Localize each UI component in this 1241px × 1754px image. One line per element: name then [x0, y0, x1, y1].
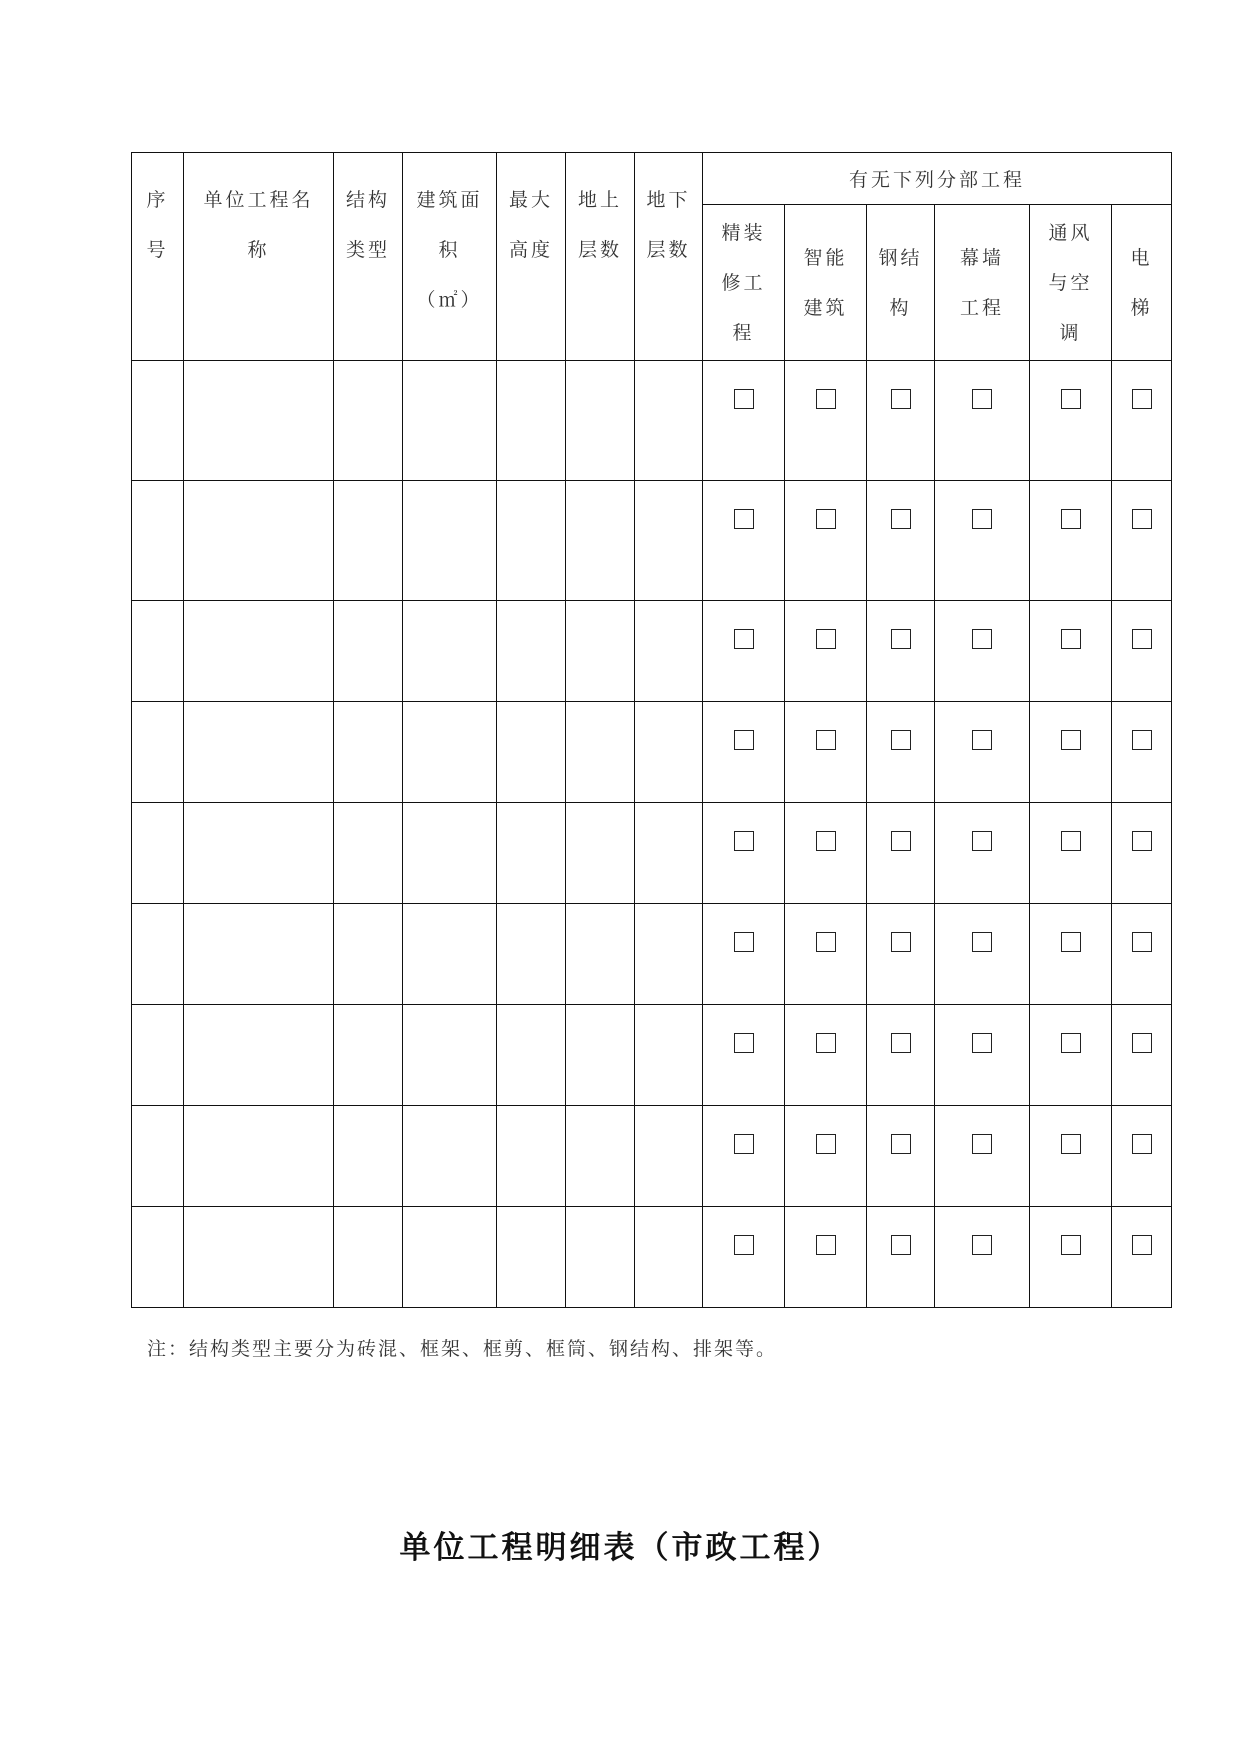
checkbox-intelligent[interactable] — [816, 831, 836, 851]
checkbox-curtain_wall[interactable] — [972, 1235, 992, 1255]
checkbox-elevator[interactable] — [1132, 1033, 1152, 1053]
cell-steel — [867, 601, 935, 702]
header-building-area: 建筑面积（㎡） — [403, 153, 497, 361]
cell-area[interactable] — [403, 481, 497, 601]
cell-name[interactable] — [184, 481, 334, 601]
unit-project-table — [131, 152, 1172, 1308]
cell-intelligent — [785, 361, 867, 481]
cell-intelligent — [785, 601, 867, 702]
checkbox-curtain_wall[interactable] — [972, 831, 992, 851]
checkbox-elevator[interactable] — [1132, 1235, 1152, 1255]
checkbox-hvac[interactable] — [1061, 932, 1081, 952]
cell-name[interactable] — [184, 904, 334, 1005]
cell-intelligent — [785, 1005, 867, 1106]
checkbox-decoration[interactable] — [734, 629, 754, 649]
cell-curtain_wall — [935, 361, 1030, 481]
checkbox-hvac[interactable] — [1061, 1033, 1081, 1053]
checkbox-decoration[interactable] — [734, 509, 754, 529]
header-max-height: 最大高度 — [497, 153, 566, 361]
checkbox-curtain_wall[interactable] — [972, 389, 992, 409]
cell-structure[interactable] — [334, 601, 403, 702]
header-floors-below: 地下层数 — [635, 153, 703, 361]
cell-height[interactable] — [497, 1207, 566, 1308]
cell-name[interactable] — [184, 361, 334, 481]
cell-curtain_wall — [935, 1207, 1030, 1308]
cell-above[interactable] — [566, 1005, 635, 1106]
cell-curtain_wall — [935, 1106, 1030, 1207]
table-row — [132, 481, 1172, 601]
cell-elevator — [1112, 803, 1172, 904]
checkbox-elevator[interactable] — [1132, 730, 1152, 750]
cell-above[interactable] — [566, 1106, 635, 1207]
checkbox-decoration[interactable] — [734, 1235, 754, 1255]
cell-below[interactable] — [635, 1207, 703, 1308]
cell-area[interactable] — [403, 601, 497, 702]
cell-hvac — [1030, 1106, 1112, 1207]
table-body — [132, 361, 1172, 1308]
cell-seq[interactable] — [132, 361, 184, 481]
cell-elevator — [1112, 601, 1172, 702]
cell-decoration — [703, 601, 785, 702]
checkbox-intelligent[interactable] — [816, 1134, 836, 1154]
header-hvac: 通风与空调 — [1030, 205, 1112, 361]
checkbox-elevator[interactable] — [1132, 389, 1152, 409]
cell-above[interactable] — [566, 702, 635, 803]
cell-above[interactable] — [566, 904, 635, 1005]
header-decoration: 精装修工程 — [703, 205, 785, 361]
cell-curtain_wall — [935, 481, 1030, 601]
checkbox-decoration[interactable] — [734, 932, 754, 952]
table-row — [132, 1005, 1172, 1106]
cell-above[interactable] — [566, 481, 635, 601]
cell-curtain_wall — [935, 803, 1030, 904]
header-sub-projects-group: 有无下列分部工程 — [703, 153, 1172, 205]
header-intelligent-building: 智能建筑 — [785, 205, 867, 361]
checkbox-hvac[interactable] — [1061, 1235, 1081, 1255]
cell-curtain_wall — [935, 702, 1030, 803]
checkbox-decoration[interactable] — [734, 389, 754, 409]
cell-steel — [867, 361, 935, 481]
cell-structure[interactable] — [334, 1106, 403, 1207]
cell-below[interactable] — [635, 904, 703, 1005]
table-row — [132, 1207, 1172, 1308]
cell-height[interactable] — [497, 601, 566, 702]
cell-intelligent — [785, 803, 867, 904]
table-row — [132, 803, 1172, 904]
cell-above[interactable] — [566, 601, 635, 702]
cell-elevator — [1112, 904, 1172, 1005]
cell-intelligent — [785, 904, 867, 1005]
checkbox-intelligent[interactable] — [816, 509, 836, 529]
table-header — [132, 153, 1172, 361]
cell-seq[interactable] — [132, 481, 184, 601]
cell-height[interactable] — [497, 904, 566, 1005]
cell-elevator — [1112, 1005, 1172, 1106]
cell-height[interactable] — [497, 481, 566, 601]
cell-curtain_wall — [935, 904, 1030, 1005]
cell-seq[interactable] — [132, 702, 184, 803]
cell-decoration — [703, 1207, 785, 1308]
cell-elevator — [1112, 702, 1172, 803]
checkbox-curtain_wall[interactable] — [972, 629, 992, 649]
cell-steel — [867, 481, 935, 601]
checkbox-intelligent[interactable] — [816, 932, 836, 952]
cell-intelligent — [785, 1207, 867, 1308]
checkbox-elevator[interactable] — [1132, 831, 1152, 851]
checkbox-intelligent[interactable] — [816, 629, 836, 649]
table-row — [132, 702, 1172, 803]
cell-hvac — [1030, 481, 1112, 601]
cell-hvac — [1030, 803, 1112, 904]
cell-seq[interactable] — [132, 904, 184, 1005]
cell-hvac — [1030, 904, 1112, 1005]
header-curtain-wall: 幕墙工程 — [935, 205, 1030, 361]
cell-elevator — [1112, 481, 1172, 601]
header-seq: 序号 — [132, 153, 184, 361]
header-unit-name: 单位工程名称 — [184, 153, 334, 361]
cell-hvac — [1030, 1207, 1112, 1308]
checkbox-steel[interactable] — [891, 730, 911, 750]
checkbox-elevator[interactable] — [1132, 629, 1152, 649]
checkbox-curtain_wall[interactable] — [972, 1134, 992, 1154]
table-row — [132, 601, 1172, 702]
cell-seq[interactable] — [132, 1207, 184, 1308]
checkbox-hvac[interactable] — [1061, 389, 1081, 409]
cell-above[interactable] — [566, 803, 635, 904]
cell-intelligent — [785, 481, 867, 601]
cell-below[interactable] — [635, 1106, 703, 1207]
checkbox-hvac[interactable] — [1061, 831, 1081, 851]
checkbox-intelligent[interactable] — [816, 389, 836, 409]
checkbox-intelligent[interactable] — [816, 730, 836, 750]
checkbox-curtain_wall[interactable] — [972, 730, 992, 750]
cell-below[interactable] — [635, 1005, 703, 1106]
checkbox-elevator[interactable] — [1132, 509, 1152, 529]
header-elevator: 电梯 — [1112, 205, 1172, 361]
cell-steel — [867, 702, 935, 803]
cell-seq[interactable] — [132, 803, 184, 904]
checkbox-steel[interactable] — [891, 1235, 911, 1255]
cell-area[interactable] — [403, 1207, 497, 1308]
cell-decoration — [703, 803, 785, 904]
checkbox-elevator[interactable] — [1132, 932, 1152, 952]
cell-structure[interactable] — [334, 361, 403, 481]
checkbox-decoration[interactable] — [734, 1134, 754, 1154]
cell-steel — [867, 803, 935, 904]
checkbox-steel[interactable] — [891, 1134, 911, 1154]
checkbox-steel[interactable] — [891, 389, 911, 409]
cell-structure[interactable] — [334, 1005, 403, 1106]
cell-decoration — [703, 1106, 785, 1207]
cell-steel — [867, 1005, 935, 1106]
cell-height[interactable] — [497, 1005, 566, 1106]
cell-hvac — [1030, 1005, 1112, 1106]
cell-elevator — [1112, 1207, 1172, 1308]
cell-height[interactable] — [497, 361, 566, 481]
checkbox-steel[interactable] — [891, 1033, 911, 1053]
checkbox-curtain_wall[interactable] — [972, 509, 992, 529]
cell-hvac — [1030, 702, 1112, 803]
checkbox-decoration[interactable] — [734, 831, 754, 851]
checkbox-decoration[interactable] — [734, 1033, 754, 1053]
checkbox-steel[interactable] — [891, 629, 911, 649]
table-row — [132, 904, 1172, 1005]
table-row — [132, 361, 1172, 481]
header-floors-above: 地上层数 — [566, 153, 635, 361]
table-note: 注：结构类型主要分为砖混、框架、框剪、框筒、钢结构、排架等。 — [147, 1338, 778, 1360]
cell-name[interactable] — [184, 803, 334, 904]
checkbox-curtain_wall[interactable] — [972, 1033, 992, 1053]
cell-structure[interactable] — [334, 1207, 403, 1308]
checkbox-hvac[interactable] — [1061, 509, 1081, 529]
cell-name[interactable] — [184, 601, 334, 702]
cell-intelligent — [785, 702, 867, 803]
cell-name[interactable] — [184, 1106, 334, 1207]
cell-height[interactable] — [497, 803, 566, 904]
checkbox-steel[interactable] — [891, 932, 911, 952]
checkbox-elevator[interactable] — [1132, 1134, 1152, 1154]
table-row — [132, 1106, 1172, 1207]
cell-decoration — [703, 904, 785, 1005]
cell-structure[interactable] — [334, 702, 403, 803]
checkbox-hvac[interactable] — [1061, 629, 1081, 649]
cell-area[interactable] — [403, 1106, 497, 1207]
document-title: 单位工程明细表（市政工程） — [399, 1530, 842, 1566]
cell-seq[interactable] — [132, 1005, 184, 1106]
cell-decoration — [703, 361, 785, 481]
cell-area[interactable] — [403, 803, 497, 904]
cell-area[interactable] — [403, 1005, 497, 1106]
checkbox-hvac[interactable] — [1061, 1134, 1081, 1154]
checkbox-hvac[interactable] — [1061, 730, 1081, 750]
cell-area[interactable] — [403, 702, 497, 803]
cell-curtain_wall — [935, 601, 1030, 702]
cell-structure[interactable] — [334, 803, 403, 904]
cell-name[interactable] — [184, 1207, 334, 1308]
checkbox-curtain_wall[interactable] — [972, 932, 992, 952]
cell-intelligent — [785, 1106, 867, 1207]
cell-decoration — [703, 1005, 785, 1106]
cell-steel — [867, 1207, 935, 1308]
cell-name[interactable] — [184, 1005, 334, 1106]
header-steel-structure: 钢结构 — [867, 205, 935, 361]
cell-curtain_wall — [935, 1005, 1030, 1106]
cell-below[interactable] — [635, 601, 703, 702]
checkbox-steel[interactable] — [891, 509, 911, 529]
cell-area[interactable] — [403, 361, 497, 481]
cell-decoration — [703, 702, 785, 803]
cell-height[interactable] — [497, 702, 566, 803]
cell-below[interactable] — [635, 361, 703, 481]
cell-name[interactable] — [184, 702, 334, 803]
checkbox-steel[interactable] — [891, 831, 911, 851]
cell-seq[interactable] — [132, 601, 184, 702]
cell-decoration — [703, 481, 785, 601]
cell-steel — [867, 904, 935, 1005]
cell-below[interactable] — [635, 702, 703, 803]
checkbox-intelligent[interactable] — [816, 1235, 836, 1255]
cell-below[interactable] — [635, 803, 703, 904]
cell-steel — [867, 1106, 935, 1207]
cell-above[interactable] — [566, 361, 635, 481]
cell-area[interactable] — [403, 904, 497, 1005]
cell-above[interactable] — [566, 1207, 635, 1308]
cell-elevator — [1112, 1106, 1172, 1207]
cell-structure[interactable] — [334, 481, 403, 601]
cell-hvac — [1030, 601, 1112, 702]
checkbox-decoration[interactable] — [734, 730, 754, 750]
header-structure-type: 结构类型 — [334, 153, 403, 361]
cell-hvac — [1030, 361, 1112, 481]
cell-below[interactable] — [635, 481, 703, 601]
cell-height[interactable] — [497, 1106, 566, 1207]
checkbox-intelligent[interactable] — [816, 1033, 836, 1053]
cell-elevator — [1112, 361, 1172, 481]
cell-structure[interactable] — [334, 904, 403, 1005]
cell-seq[interactable] — [132, 1106, 184, 1207]
